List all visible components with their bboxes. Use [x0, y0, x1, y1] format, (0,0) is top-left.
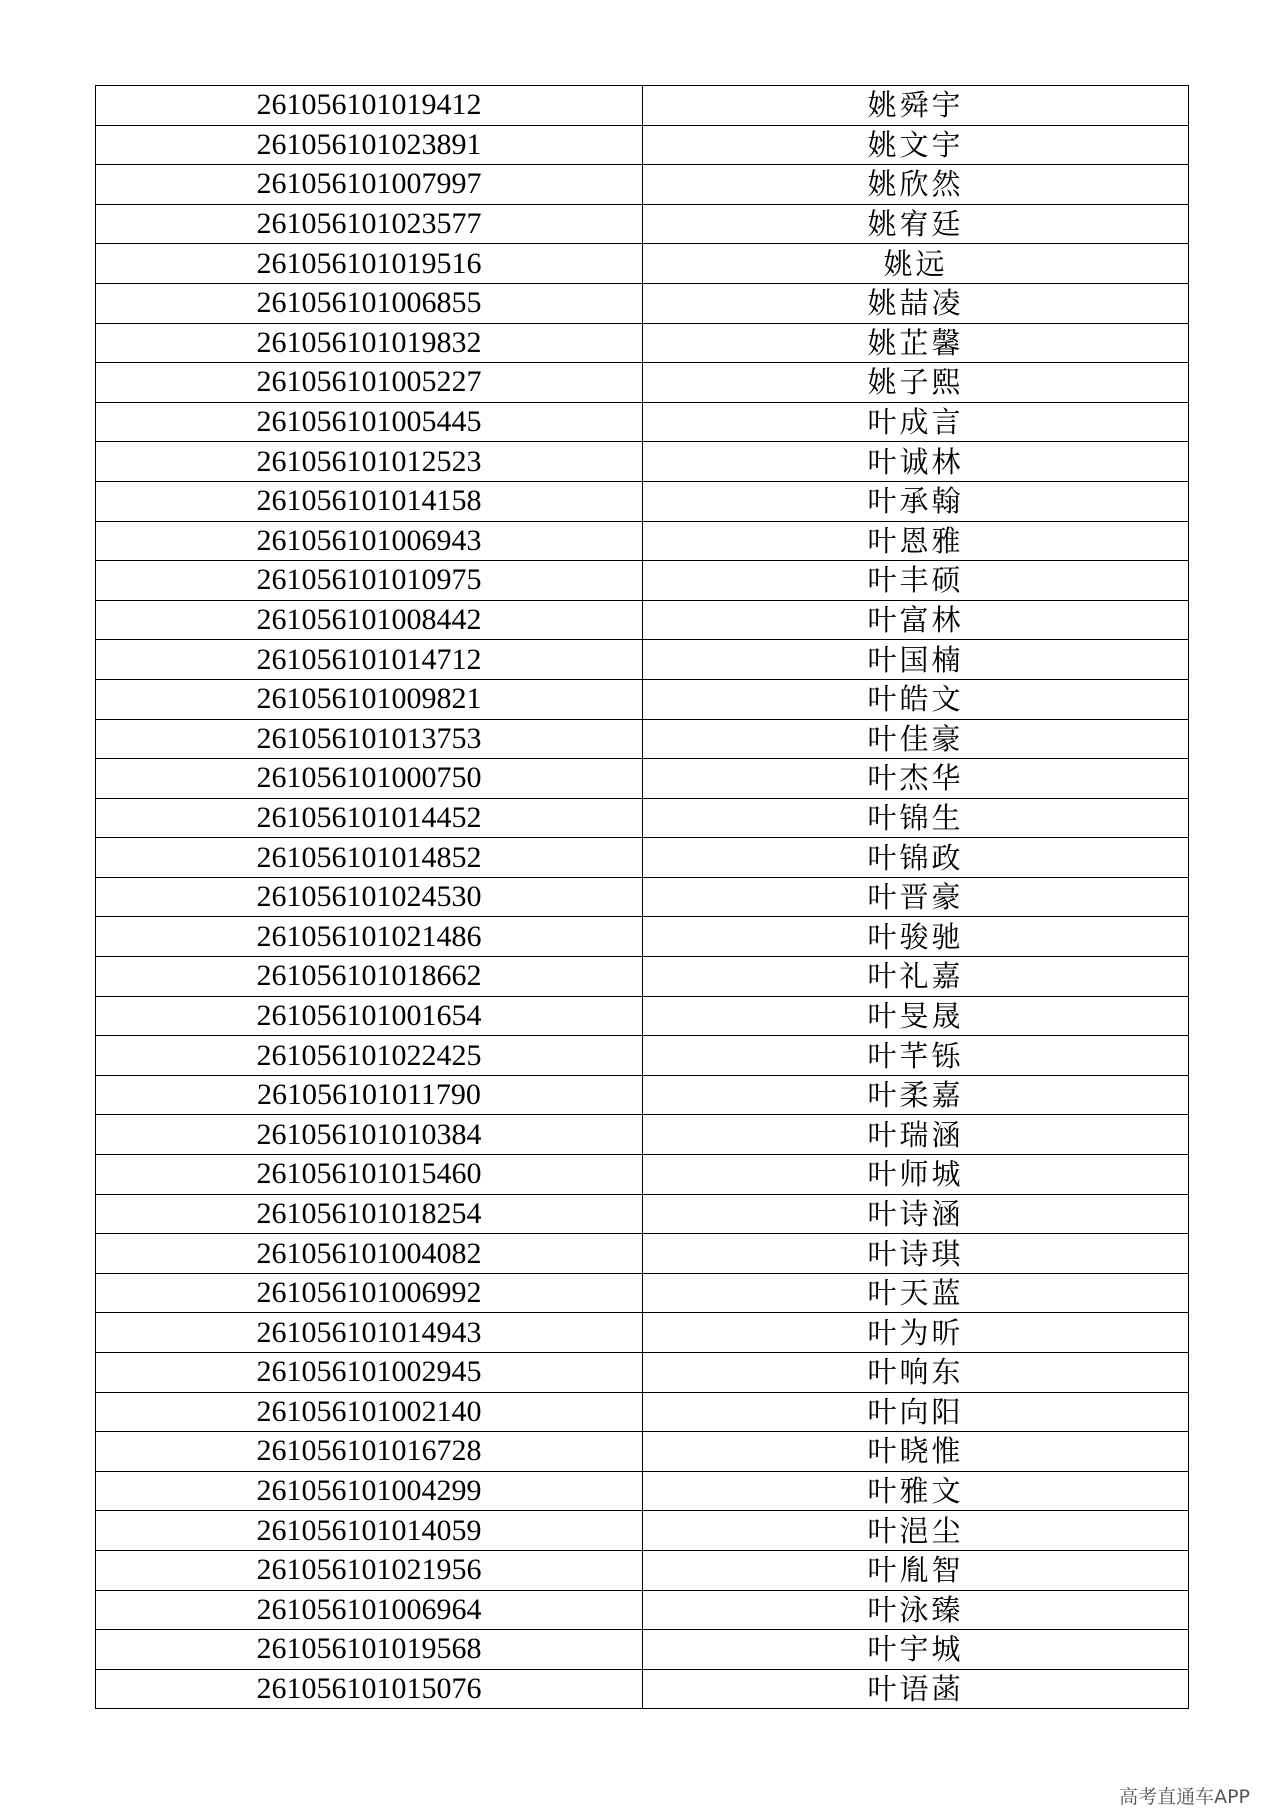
candidate-id-cell: 261056101006992	[96, 1273, 643, 1313]
table-row	[96, 1155, 1189, 1195]
table-row	[96, 917, 1189, 957]
candidate-id-cell: 261056101018662	[96, 957, 643, 997]
candidate-name-cell: 叶胤智	[643, 1550, 1189, 1590]
table-row	[96, 125, 1189, 165]
table-row	[96, 86, 1189, 126]
table-row	[96, 481, 1189, 521]
candidate-name-cell: 姚宥廷	[643, 204, 1189, 244]
candidate-id-cell: 261056101007997	[96, 165, 643, 205]
candidate-id-cell: 261056101015076	[96, 1669, 643, 1709]
table-row	[96, 561, 1189, 601]
candidate-id-cell: 261056101012523	[96, 442, 643, 482]
candidate-name-cell: 叶晋豪	[643, 877, 1189, 917]
candidate-id-cell: 261056101014852	[96, 838, 643, 878]
candidate-name-cell: 叶礼嘉	[643, 957, 1189, 997]
watermark-text: 高考直通车APP	[1119, 1786, 1250, 1808]
table-row	[96, 1234, 1189, 1274]
candidate-id-cell: 261056101022425	[96, 1036, 643, 1076]
candidate-name-cell: 姚喆凌	[643, 283, 1189, 323]
candidate-name-cell: 叶诚林	[643, 442, 1189, 482]
candidate-name-cell: 姚文宇	[643, 125, 1189, 165]
candidate-name-cell: 叶宇城	[643, 1630, 1189, 1670]
candidate-name-cell: 叶恩雅	[643, 521, 1189, 561]
candidate-id-cell: 261056101014059	[96, 1511, 643, 1551]
candidate-id-cell: 261056101018254	[96, 1194, 643, 1234]
candidate-id-cell: 261056101014452	[96, 798, 643, 838]
candidate-name-cell: 叶泳臻	[643, 1590, 1189, 1630]
candidate-id-cell: 261056101023891	[96, 125, 643, 165]
candidate-name-cell: 叶杰华	[643, 759, 1189, 799]
candidate-id-cell: 261056101011790	[96, 1075, 643, 1115]
candidate-name-cell: 叶语菡	[643, 1669, 1189, 1709]
candidate-id-cell: 261056101019516	[96, 244, 643, 284]
table-row	[96, 640, 1189, 680]
candidate-name-cell: 叶瑞涵	[643, 1115, 1189, 1155]
candidate-name-cell: 叶富林	[643, 600, 1189, 640]
candidate-name-cell: 姚远	[643, 244, 1189, 284]
table-row	[96, 798, 1189, 838]
candidate-id-cell: 261056101015460	[96, 1155, 643, 1195]
candidate-id-cell: 261056101019568	[96, 1630, 643, 1670]
candidate-name-cell: 姚舜宇	[643, 86, 1189, 126]
table-row	[96, 838, 1189, 878]
table-row	[96, 1115, 1189, 1155]
candidate-id-cell: 261056101019832	[96, 323, 643, 363]
candidate-name-cell: 叶柔嘉	[643, 1075, 1189, 1115]
candidate-id-cell: 261056101005227	[96, 363, 643, 403]
candidate-name-cell: 叶响东	[643, 1353, 1189, 1393]
candidate-name-cell: 姚芷馨	[643, 323, 1189, 363]
candidate-id-cell: 261056101014712	[96, 640, 643, 680]
table-row	[96, 719, 1189, 759]
table-row	[96, 1036, 1189, 1076]
candidate-name-cell: 叶为昕	[643, 1313, 1189, 1353]
candidate-id-cell: 261056101006943	[96, 521, 643, 561]
table-row	[96, 204, 1189, 244]
candidate-name-cell: 叶雅文	[643, 1471, 1189, 1511]
candidate-name-cell: 叶向阳	[643, 1392, 1189, 1432]
table-row	[96, 402, 1189, 442]
candidate-id-cell: 261056101016728	[96, 1432, 643, 1472]
candidate-name-cell: 叶成言	[643, 402, 1189, 442]
candidate-name-cell: 叶芊铄	[643, 1036, 1189, 1076]
candidate-id-cell: 261056101004082	[96, 1234, 643, 1274]
candidate-id-cell: 261056101004299	[96, 1471, 643, 1511]
candidate-id-cell: 261056101021956	[96, 1550, 643, 1590]
candidate-id-cell: 261056101008442	[96, 600, 643, 640]
candidate-name-cell: 叶锦政	[643, 838, 1189, 878]
table-row	[96, 996, 1189, 1036]
candidate-id-cell: 261056101002945	[96, 1353, 643, 1393]
table-row	[96, 165, 1189, 205]
table-row	[96, 1194, 1189, 1234]
candidate-name-cell: 叶晓惟	[643, 1432, 1189, 1472]
candidate-id-cell: 261056101002140	[96, 1392, 643, 1432]
candidate-id-cell: 261056101019412	[96, 86, 643, 126]
table-row	[96, 1669, 1189, 1709]
table-row	[96, 957, 1189, 997]
table-row	[96, 244, 1189, 284]
candidate-id-cell: 261056101014943	[96, 1313, 643, 1353]
table-row	[96, 1273, 1189, 1313]
candidate-name-cell: 叶旻晟	[643, 996, 1189, 1036]
candidate-name-cell: 叶丰硕	[643, 561, 1189, 601]
table-row	[96, 759, 1189, 799]
candidate-name-cell: 叶骏驰	[643, 917, 1189, 957]
candidate-id-cell: 261056101010975	[96, 561, 643, 601]
table-row	[96, 1550, 1189, 1590]
table-row	[96, 283, 1189, 323]
candidate-name-cell: 叶佳豪	[643, 719, 1189, 759]
candidate-name-cell: 姚子熙	[643, 363, 1189, 403]
candidate-id-cell: 261056101023577	[96, 204, 643, 244]
table-row	[96, 1432, 1189, 1472]
candidate-id-cell: 261056101006964	[96, 1590, 643, 1630]
candidate-name-cell: 叶师城	[643, 1155, 1189, 1195]
table-row	[96, 1353, 1189, 1393]
candidate-name-cell: 叶承翰	[643, 481, 1189, 521]
candidate-name-cell: 叶诗涵	[643, 1194, 1189, 1234]
table-row	[96, 521, 1189, 561]
candidate-name-cell: 叶天蓝	[643, 1273, 1189, 1313]
table-row	[96, 1313, 1189, 1353]
candidate-id-cell: 261056101000750	[96, 759, 643, 799]
candidate-id-cell: 261056101013753	[96, 719, 643, 759]
candidate-id-cell: 261056101024530	[96, 877, 643, 917]
table-row	[96, 679, 1189, 719]
candidate-name-cell: 叶浥尘	[643, 1511, 1189, 1551]
candidate-id-cell: 261056101001654	[96, 996, 643, 1036]
table-row	[96, 877, 1189, 917]
table-row	[96, 1392, 1189, 1432]
candidate-id-cell: 261056101010384	[96, 1115, 643, 1155]
table-row	[96, 1471, 1189, 1511]
roster-table	[95, 85, 1189, 1709]
candidate-name-cell: 姚欣然	[643, 165, 1189, 205]
candidate-name-cell: 叶国楠	[643, 640, 1189, 680]
roster-table-body	[96, 86, 1189, 1709]
table-row	[96, 1511, 1189, 1551]
table-row	[96, 1075, 1189, 1115]
candidate-name-cell: 叶诗琪	[643, 1234, 1189, 1274]
candidate-id-cell: 261056101005445	[96, 402, 643, 442]
table-row	[96, 1630, 1189, 1670]
candidate-name-cell: 叶皓文	[643, 679, 1189, 719]
table-row	[96, 442, 1189, 482]
candidate-id-cell: 261056101009821	[96, 679, 643, 719]
table-row	[96, 600, 1189, 640]
candidate-id-cell: 261056101021486	[96, 917, 643, 957]
table-row	[96, 363, 1189, 403]
table-row	[96, 323, 1189, 363]
candidate-id-cell: 261056101014158	[96, 481, 643, 521]
candidate-id-cell: 261056101006855	[96, 283, 643, 323]
candidate-name-cell: 叶锦生	[643, 798, 1189, 838]
table-row	[96, 1590, 1189, 1630]
